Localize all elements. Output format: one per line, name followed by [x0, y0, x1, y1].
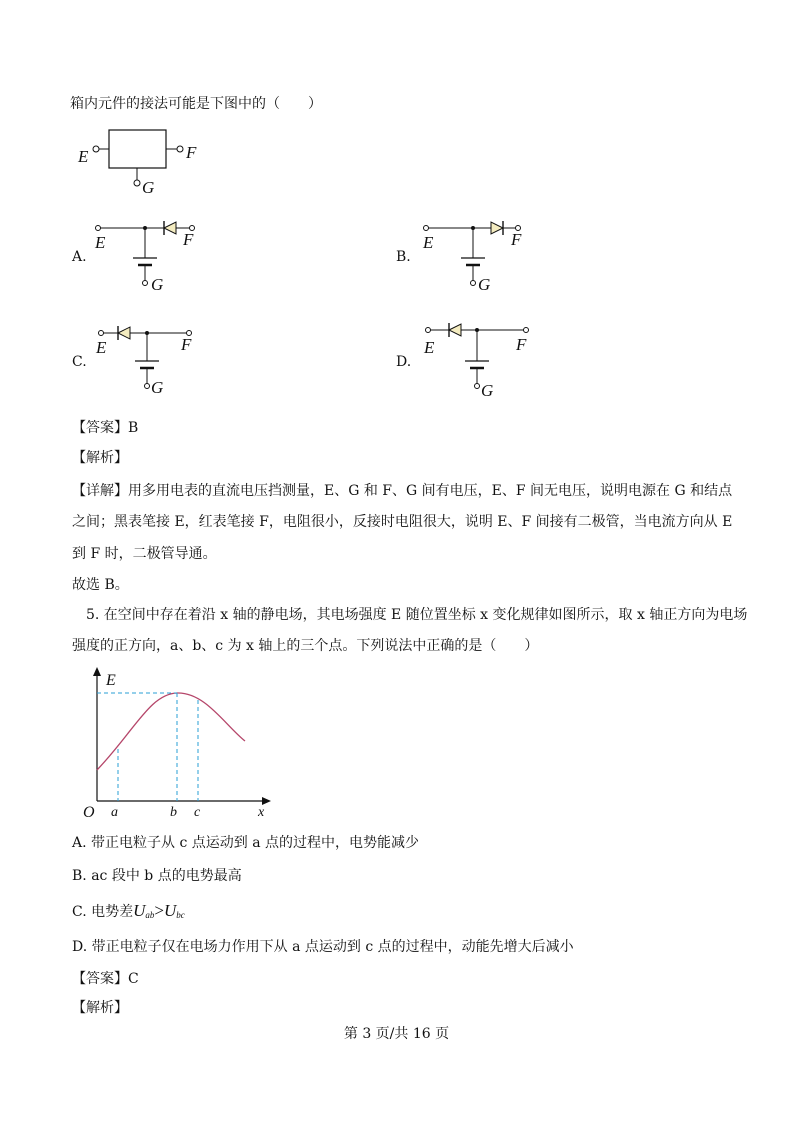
option-4b-g: G: [478, 275, 491, 294]
option-4d-g: G: [481, 381, 494, 400]
question-4-tail: 箱内元件的接法可能是下图中的（ ）: [70, 96, 322, 112]
box-terminal-g: G: [142, 178, 155, 197]
option-5c-u2: U: [164, 901, 177, 920]
answer-value: B: [128, 420, 139, 436]
box-terminal-e: E: [78, 147, 89, 166]
detail-4-conclusion: 故选 B。: [72, 577, 129, 593]
answer-5: [72, 969, 139, 989]
option-4c-f: F: [181, 335, 192, 354]
option-4c-e: E: [96, 338, 107, 357]
option-4d-label: D.: [396, 354, 412, 370]
option-5c-sub2: bc: [176, 910, 185, 920]
question-5-line-2: 强度的正方向，a、b、c 为 x 轴上的三个点。下列说法中正确的是（ ）: [72, 638, 539, 654]
y-axis-arrow: [93, 667, 101, 676]
option-4a-f: F: [183, 230, 194, 249]
detail-4-line-2: 之间；黑表笔接 E，红表笔接 F，电阻很小，反接时电阻很大，说明 E、F 间接有二极管，当电流方向从 E: [72, 514, 733, 530]
option-5c: [72, 901, 185, 925]
chart-xlabel: x: [258, 805, 265, 820]
analysis-4-tag: 【解析】: [72, 450, 128, 466]
detail-text-1: 用多用电表的直流电压挡测量，E、G 和 F、G 间有电压，E、F 间无电压，说明电源在 G 和结点: [128, 483, 733, 499]
answer-value: C: [128, 971, 139, 987]
box-terminal-f: F: [186, 143, 197, 162]
chart-origin: O: [83, 804, 95, 821]
option-4b-label: B.: [396, 249, 411, 265]
chart-tick-c: c: [194, 805, 201, 820]
question-5-line-1: 5. 在空间中存在着沿 x 轴的静电场，其电场强度 E 随位置坐标 x 变化规律如图所示，取 x 轴正方向为电场: [86, 607, 748, 623]
option-5b: B. ac 段中 b 点的电势最高: [72, 868, 242, 884]
option-4d-f: F: [516, 335, 527, 354]
option-4a-label: A.: [72, 249, 87, 265]
option-5c-prefix: C. 电势差: [72, 904, 134, 920]
option-5a: A. 带正电粒子从 c 点运动到 a 点的过程中，电势能减少: [72, 835, 419, 851]
answer-tag: 【答案】: [72, 971, 128, 987]
chart-ylabel: E: [106, 672, 116, 689]
x-axis-arrow: [262, 797, 271, 805]
analysis-5-tag: 【解析】: [72, 1000, 128, 1016]
chart-tick-a: a: [111, 805, 118, 820]
option-4a-e: E: [95, 233, 106, 252]
option-4d-e: E: [424, 338, 435, 357]
answer-tag: 【答案】: [72, 420, 128, 436]
option-4c-label: C.: [72, 354, 87, 370]
e-curve: [97, 693, 245, 770]
option-4b-e: E: [423, 233, 434, 252]
option-4a-g: G: [151, 275, 164, 294]
chart-tick-b: b: [170, 805, 177, 820]
option-5c-u1: U: [133, 901, 146, 920]
option-5c-sub1: ab: [145, 910, 155, 920]
option-5c-gt: >: [154, 901, 164, 920]
detail-4-line-3: 到 F 时，二极管导通。: [72, 546, 217, 562]
option-4c-g: G: [151, 378, 164, 397]
page-footer: 第 3 页/共 16 页: [343, 1026, 450, 1042]
option-5d: D. 带正电粒子仅在电场力作用下从 a 点运动到 c 点的过程中，动能先增大后减小: [72, 939, 574, 955]
option-4b-f: F: [511, 230, 522, 249]
detail-tag: 【详解】: [72, 483, 128, 499]
